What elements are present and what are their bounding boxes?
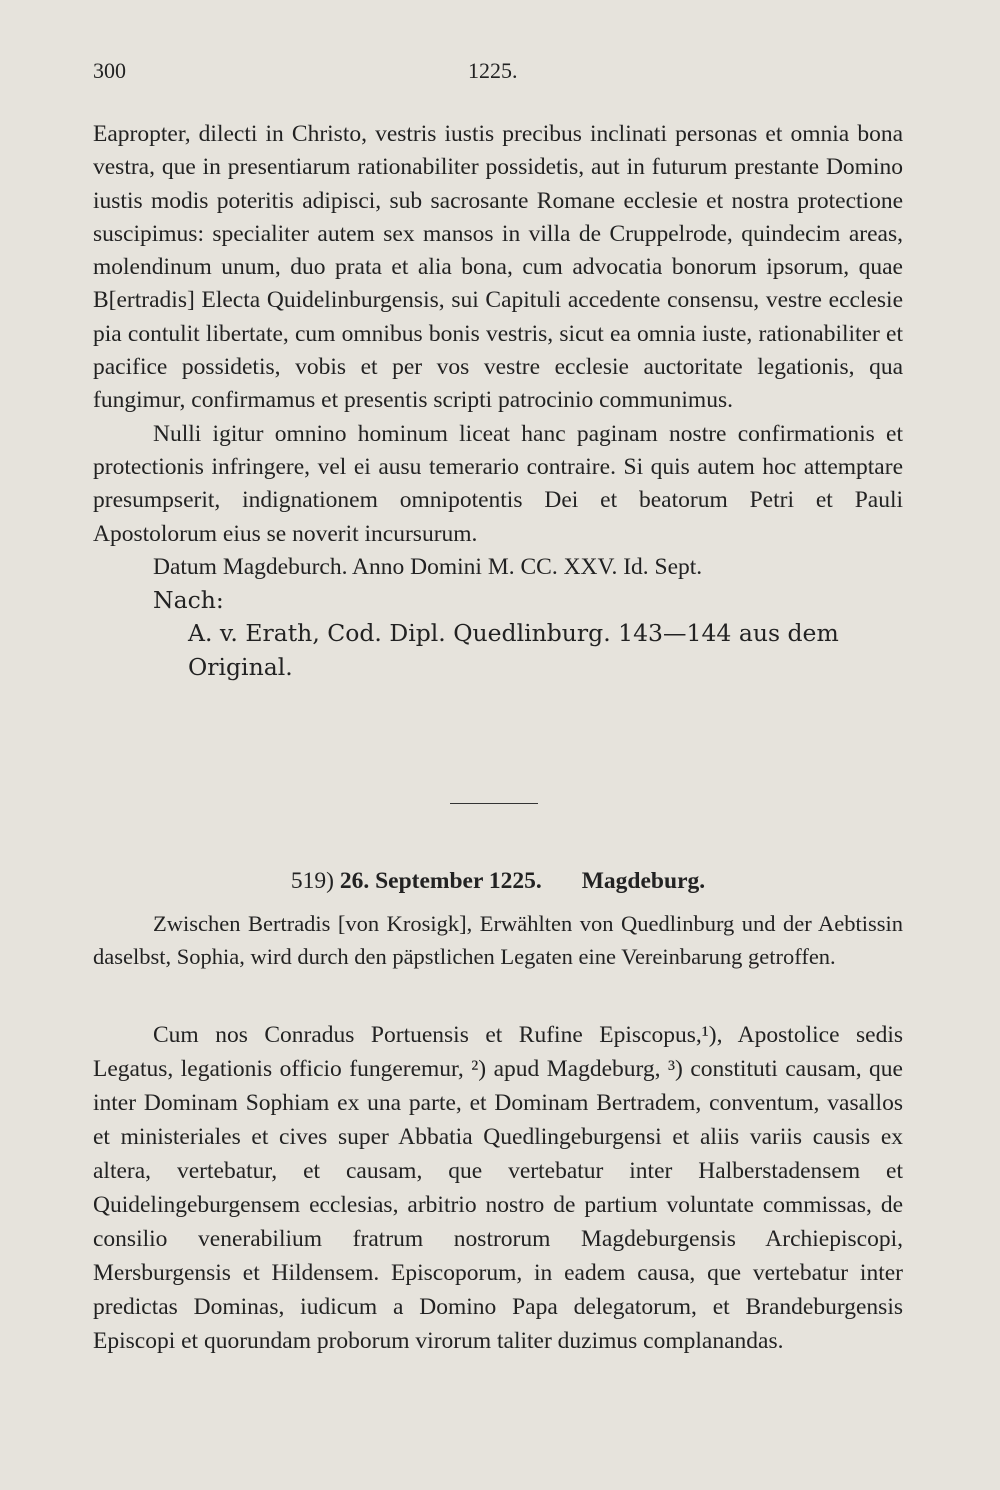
- charter-paragraph: Cum nos Conradus Portuensis et Rufine Episcopus,¹), Apostolice sedis Legatus, legationis officio fungeremur, ²) apud Magdeburg, ³) constituti causam, que inter Dominam Sophiam ex una parte, et Dominam Bertradem, conventum, vasallos et ministeriales et cives super Abbatia Quedlingeburgensi et aliis variis causis ex altera, vertebatur, et causam, que vertebatur inter Halberstadensem et Quidelingeburgensem ecclesias, arbitrio nostro de partium voluntate commissas, de consilio venerabilium fratrum nostrorum Magdeburgensis Archiepiscopi, Mersburgensis et Hildensem. Episcoporum, in eadem causa, que vertebatur inter predictas Dominas, iudicum a Domino Papa delegatorum, et Brandeburgensis Episcopi et quorundam proborum virorum taliter duzimus complanandas.: [93, 1022, 903, 1354]
- document-heading: [93, 868, 903, 895]
- regest-summary: [93, 907, 903, 973]
- charter-text-continued: [93, 118, 903, 684]
- page-number: 300: [93, 58, 126, 83]
- source-label: Nach:: [153, 586, 224, 615]
- document-place: Magdeburg.: [581, 868, 706, 894]
- regest-text: Zwischen Bertradis [von Krosigk], Erwählten von Quedlinburg und der Aebtissin daselbst, Sophia, wird durch den päpstlichen Legaten eine Vereinbarung getroffen.: [93, 911, 903, 969]
- document-number: 519): [290, 868, 334, 894]
- section-divider: [450, 803, 538, 804]
- dating-clause: Datum Magdeburch. Anno Domini M. CC. XXV. Id. Sept.: [153, 553, 703, 580]
- charter-text: [93, 1018, 903, 1358]
- running-header: [93, 58, 903, 88]
- source-citation: A. v. Erath, Cod. Dipl. Quedlinburg. 143—144 aus dem Original.: [188, 619, 839, 681]
- document-date: 26. September 1225.: [339, 868, 542, 894]
- header-year: 1225.: [468, 58, 518, 83]
- body-paragraph: Eapropter, dilecti in Christo, vestris iustis precibus inclinati personas et omnia bona vestra, que in presentiarum rationabiliter possidetis, aut in futurum prestante Domino iustis modis poteritis adipisci, sub sacrosante Romane ecclesie et nostra protectione suscipimus: specialiter autem sex mansos in villa de Cruppelrode, quindecim areas, molendinum unum, duo prata et alia bona, cum advocatia bonorum ipsorum, quae B[ertradis] Electa Quidelinburgensis, sui Capituli accedente consensu, vestre ecclesie pia contulit libertate, cum omnibus bonis vestris, sicut ea omnia iuste, rationabiliter et pacifice possidetis, vobis et per vos vestre ecclesie auctoritate legationis, qua fungimur, confirmamus et presentis scripti patrocinio communimus.: [93, 121, 903, 414]
- body-paragraph: Nulli igitur omnino hominum liceat hanc paginam nostre confirmationis et protectionis infringere, vel ei ausu temerario contraire. Si quis autem hoc attemptare presumpserit, indignationem omnipotentis Dei et beatorum Petri et Pauli Apostolorum eius se noverit incursurum.: [93, 420, 903, 547]
